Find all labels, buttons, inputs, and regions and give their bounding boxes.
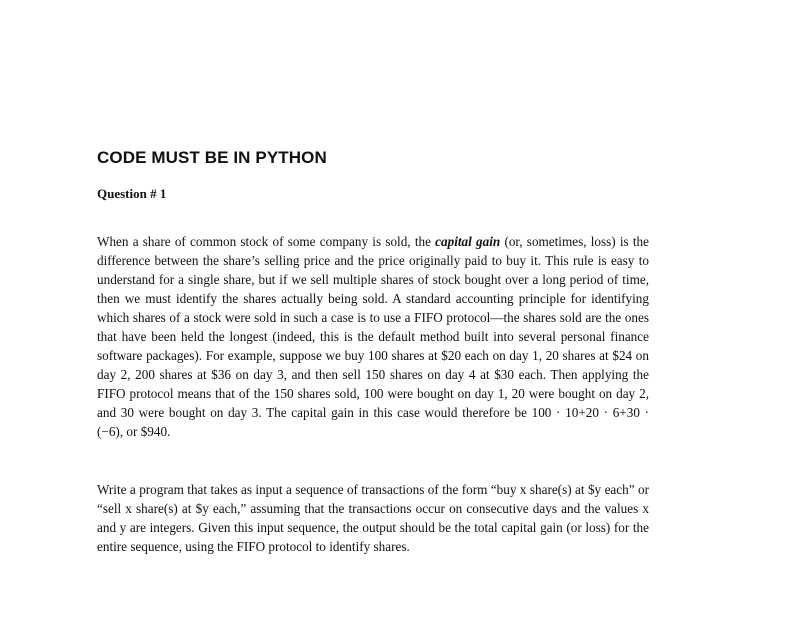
capital-gain-term: capital gain	[435, 234, 501, 249]
problem-description-paragraph	[97, 232, 649, 441]
paragraph-text-rest: (or, sometimes, loss) is the difference between the share’s selling price and the price originally paid to buy it. This rule is easy to understand for a single share, but if we sell multiple shares of stock bought over a long period of time, then we must identify the shares actually being sold. A standard accounting principle for identifying which shares of a stock were sold in such a case is to use a FIFO protocol—the shares sold are the ones that have been held the longest (indeed, this is the default method built into several personal finance software packages). For example, suppose we buy 100 shares at $20 each on day 1, 20 shares at $24 on day 2, 200 shares at $36 on day 3, and then sell 150 shares on day 4 at $30 each. Then applying the FIFO protocol means that of the 150 shares sold, 100 were bought on day 1, 20 were bought on day 2, and 30 were bought on day 3. The capital gain in this case would therefore be 100 · 10+20 · 6+30 · (−6), or $940.	[97, 234, 650, 439]
page-heading: CODE MUST BE IN PYTHON	[97, 148, 327, 167]
question-label: Question # 1	[97, 186, 167, 201]
task-instructions-paragraph: Write a program that takes as input a sequence of transactions of the form “buy x share(s) at $y each” or “sell x share(s) at $y each,” assuming that the transactions occur on consecutive days and the values x and y are integers. Given this input sequence, the output should be the total capital gain (or loss) for the entire sequence, using the FIFO protocol to identify shares.	[97, 482, 649, 554]
paragraph-text-start: When a share of common stock of some company is sold, the	[97, 234, 436, 249]
